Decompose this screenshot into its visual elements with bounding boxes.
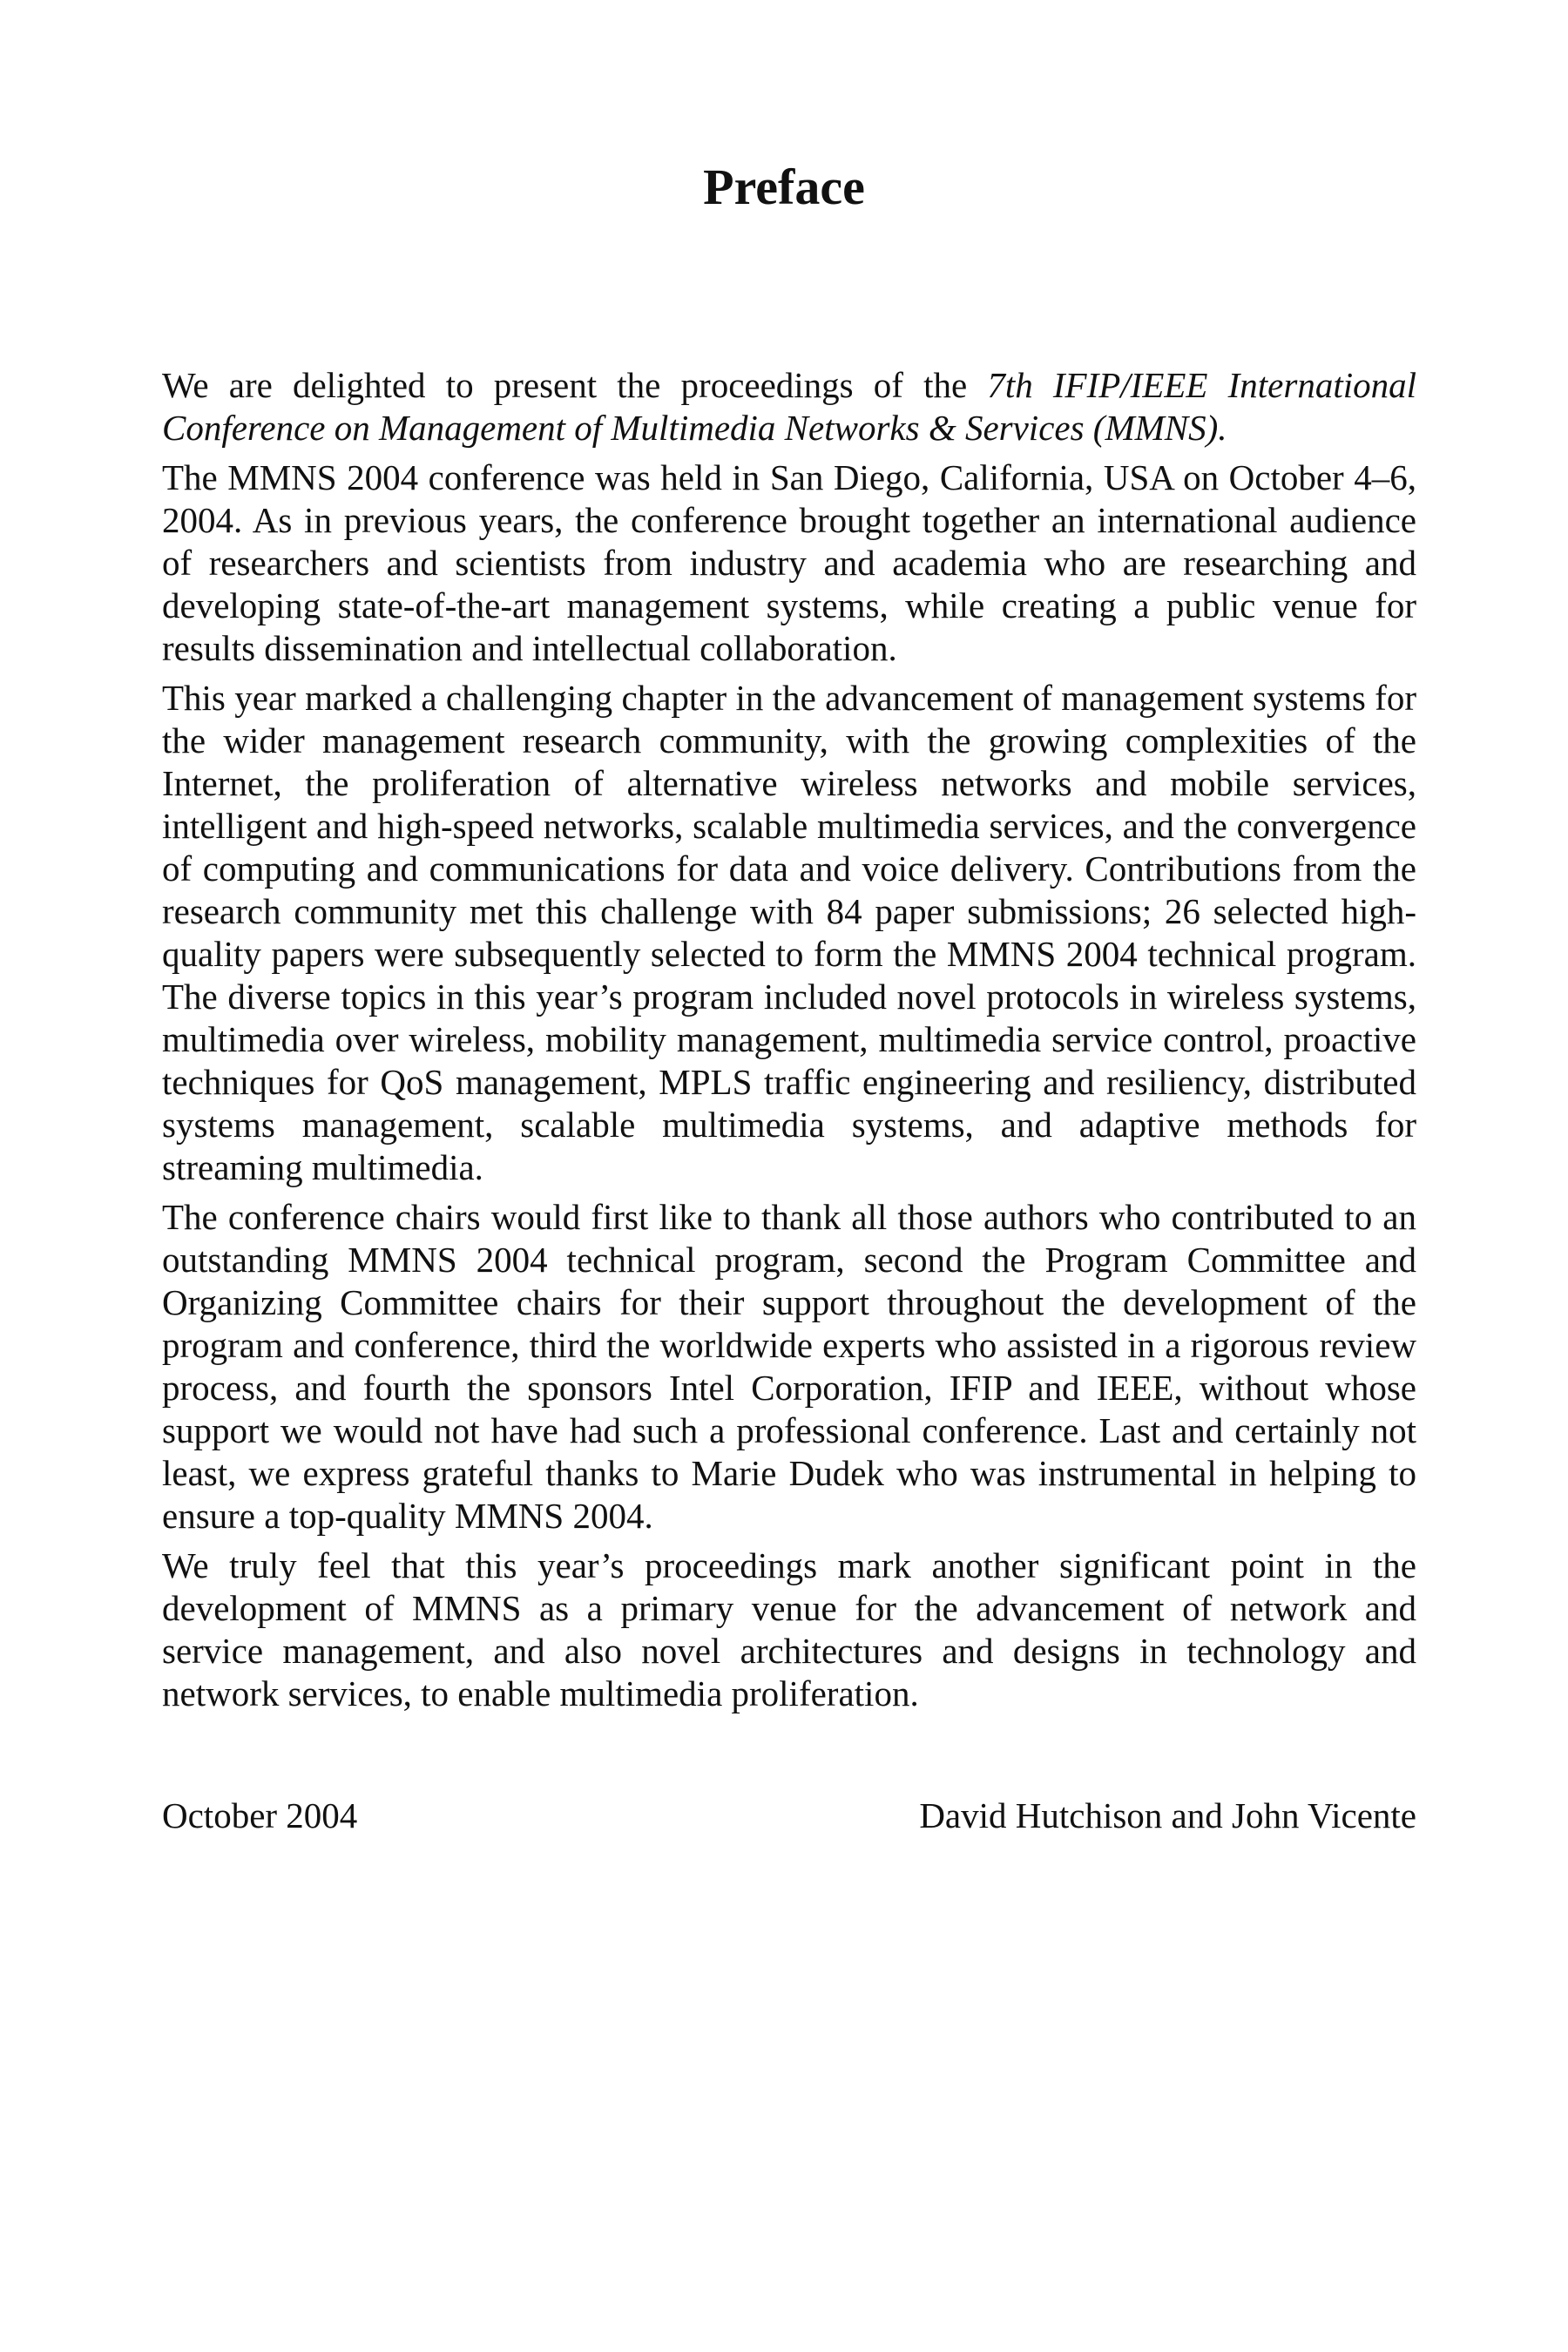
- paragraph-conference-details: The MMNS 2004 conference was held in San Diego, California, USA on October 4–6, 2004. As in previous years, the conference brought together an international audience of researchers and scientists from industry and academia who are researching and developing state-of-the-art management systems, while creating a public venue for results dissemination and intellectual collaboration.: [162, 457, 1416, 668]
- signoff: [162, 1794, 1416, 1837]
- paragraph-program-overview: This year marked a challenging chapter in the advancement of management systems for the wider management research community, with the growing complexities of the Internet, the proliferation of alternative wireless networks and mobile services, intelligent and high-speed networks, scalable multimedia services, and the convergence of computing and communications for data and voice delivery. Contributions from the research community met this challenge with 84 paper submissions; 26 selected high-quality papers were subsequently selected to form the MMNS 2004 technical program. The diverse topics in this year’s program included novel protocols in wireless systems, multimedia over wireless, mobility management, multimedia service control, proactive techniques for QoS management, MPLS traffic engineering and resiliency, distributed systems management, scalable multimedia systems, and adaptive methods for streaming multimedia.: [162, 678, 1416, 1187]
- page-title: Preface: [703, 159, 865, 215]
- paragraph-closing: We truly feel that this year’s proceedings mark another significant point in the development of MMNS as a primary venue for the advancement of network and service management, and also novel architectures and designs in technology and network services, to enable multimedia proliferation.: [162, 1545, 1416, 1713]
- signoff-authors: David Hutchison and John Vicente: [919, 1795, 1416, 1835]
- conference-name: 7th IFIP/IEEE International Conference on Management of Multimedia Networks & Services (MMNS).: [162, 365, 1416, 448]
- intro-lead-text: We are delighted to present the proceedings of the: [162, 365, 988, 405]
- signoff-date: October 2004: [162, 1795, 358, 1835]
- paragraph-acknowledgements: The conference chairs would first like to thank all those authors who contributed to an outstanding MMNS 2004 technical program, second the Program Committee and Organizing Committee chairs for their support throughout the development of the program and conference, third the worldwide experts who assisted in a rigorous review process, and fourth the sponsors Intel Corporation, IFIP and IEEE, without whose support we would not have had such a professional conference. Last and certainly not least, we express grateful thanks to Marie Dudek who was instrumental in helping to ensure a top-quality MMNS 2004.: [162, 1197, 1416, 1536]
- preface-body: [162, 364, 1416, 1722]
- paragraph-intro: [162, 364, 1416, 449]
